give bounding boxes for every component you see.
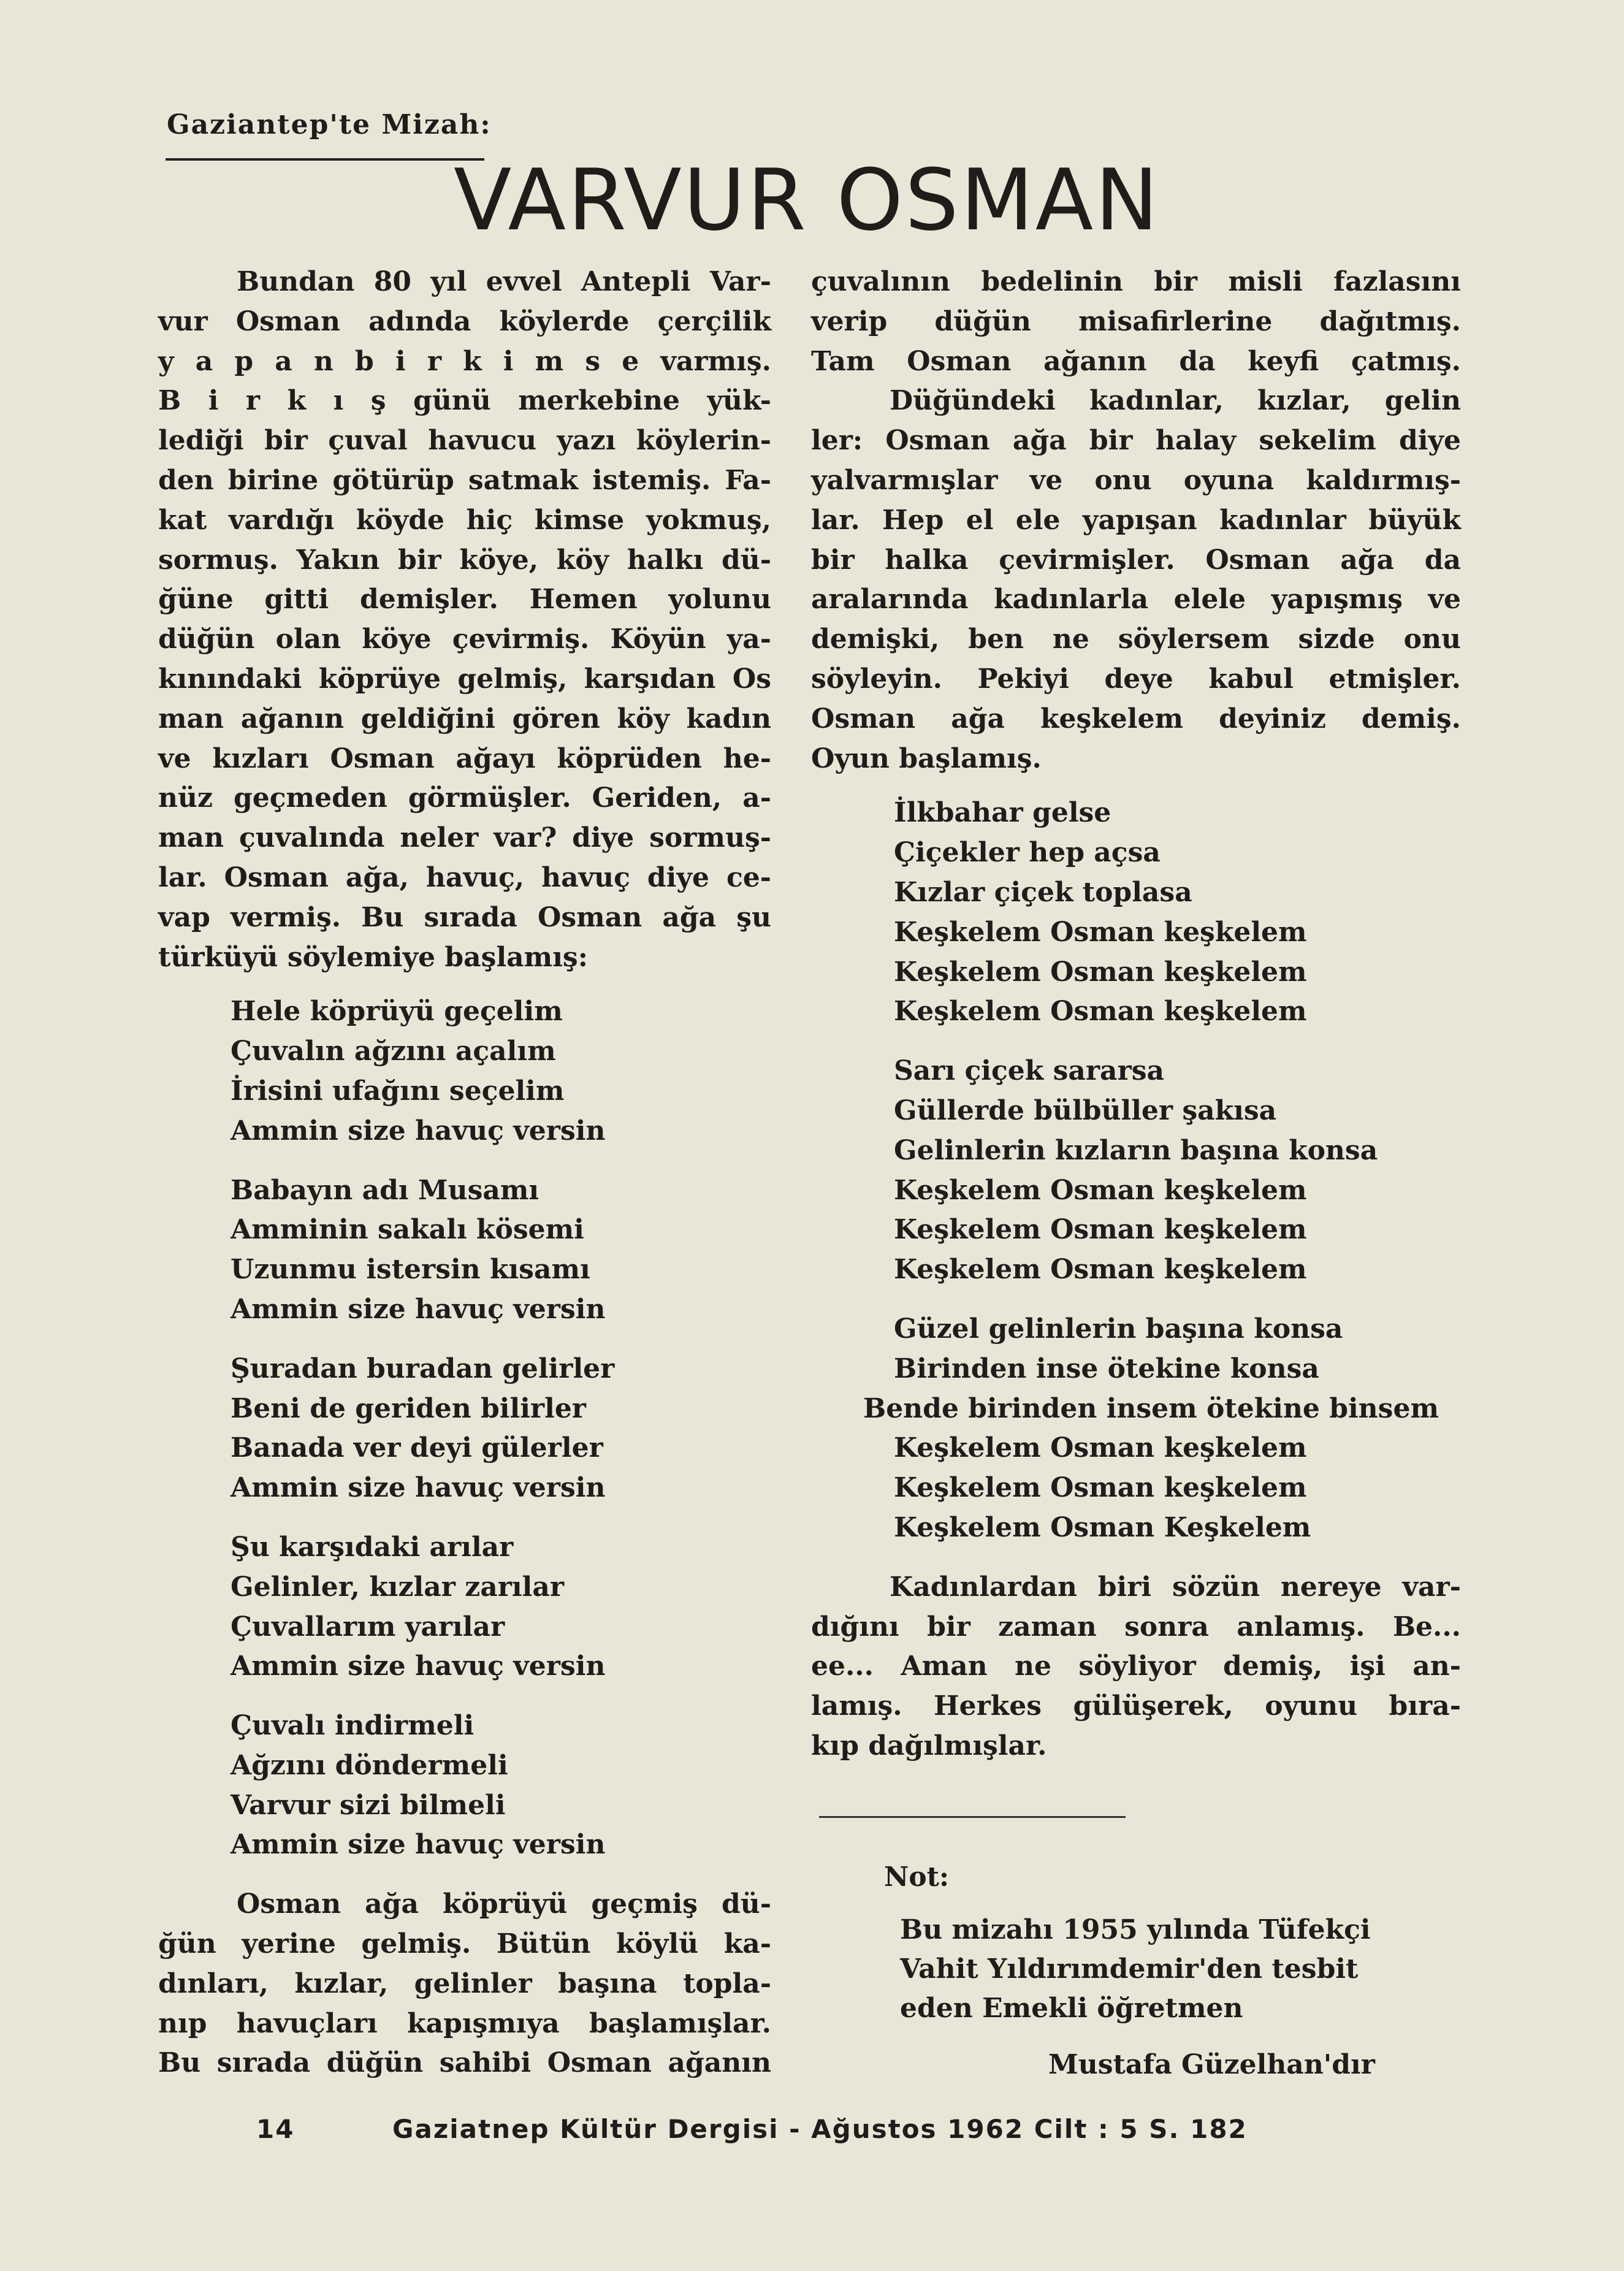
poem-line: İlkbahar gelse	[894, 797, 1111, 829]
note-line: Bu mizahı 1955 yılında Tüfekçi	[900, 1914, 1371, 1945]
poem-stanza	[894, 793, 1461, 1032]
poem-line: Beni de geriden bilirler	[231, 1392, 586, 1424]
note-line: eden Emekli öğretmen	[900, 1993, 1243, 2024]
right-poem	[811, 793, 1461, 1548]
text-line: lediği bir çuval havucu yazı köylerin-	[158, 425, 771, 457]
text-line: B i r k ı ş günü merkebine yük-	[158, 385, 771, 417]
text-line: kıp dağılmışlar.	[811, 1730, 1047, 1761]
poem-line: Keşkelem Osman keşkelem	[894, 1214, 1307, 1246]
text-line: söyleyin. Pekiyi deye kabul etmişler.	[811, 663, 1461, 695]
text-line: kınındaki köprüye gelmiş, karşıdan Os	[158, 663, 771, 695]
text-line: Oyun başlamış.	[811, 742, 1042, 774]
text-line: türküyü söylemiye başlamış:	[158, 941, 588, 973]
text-line: man çuvalında neler var? diye sormuş-	[158, 822, 771, 854]
poem-line: Şuradan buradan gelirler	[231, 1353, 615, 1384]
text-line: Tam Osman ağanın da keyfi çatmış.	[811, 345, 1461, 377]
text-line: nıp havuçları kapışmıya başlamışlar.	[158, 2007, 771, 2039]
text-line: düğün olan köye çevirmiş. Köyün ya-	[158, 624, 771, 655]
left-poem	[158, 992, 771, 1865]
text-line: Bu sırada düğün sahibi Osman ağanın	[158, 2047, 771, 2079]
poem-line: Keşkelem Osman Keşkelem	[894, 1511, 1311, 1543]
poem-line: Amminin sakalı kösemi	[231, 1214, 584, 1246]
note-author: Mustafa Güzelhan'dır	[1048, 2049, 1375, 2080]
left-column	[158, 262, 771, 2083]
poem-line: Varvur sizi bilmeli	[231, 1789, 506, 1821]
poem-line: Babayın adı Musamı	[231, 1174, 539, 1206]
poem-line: Ammin size havuç versin	[231, 1829, 606, 1861]
text-line: ve kızları Osman ağayı köprüden he-	[158, 742, 771, 774]
text-line: Düğündeki kadınlar, kızlar, gelin	[890, 385, 1461, 417]
text-line: nüz geçmeden görmüşler. Geriden, a-	[158, 782, 771, 814]
text-line: demişki, ben ne söylersem sizde onu	[811, 624, 1461, 655]
poem-stanza	[863, 1310, 1461, 1548]
text-line: verip düğün misafirlerine dağıtmış.	[811, 305, 1461, 337]
text-line: ğün yerine gelmiş. Bütün köylü ka-	[158, 1928, 771, 1960]
text-line: bir halka çevirmişler. Osman ağa da	[811, 544, 1461, 576]
note-line: Vahit Yıldırımdemir'den tesbit	[900, 1953, 1359, 1985]
poem-line: Çuvalın ağzını açalım	[231, 1036, 556, 1067]
text-line: lamış. Herkes gülüşerek, oyunu bıra-	[811, 1690, 1461, 1722]
right-column	[811, 262, 1461, 1766]
poem-line: Çuvalı indirmeli	[231, 1710, 475, 1742]
poem-line: Gelinlerin kızların başına konsa	[894, 1134, 1378, 1166]
poem-line: Banada ver deyi gülerler	[231, 1432, 603, 1464]
poem-line: Şu karşıdaki arılar	[231, 1531, 514, 1563]
poem-line: Uzunmu istersin kısamı	[231, 1254, 590, 1286]
poem-line: Hele köprüyü geçelim	[231, 996, 563, 1028]
note-separator	[819, 1816, 1126, 1818]
article-title: VARVUR OSMAN	[454, 151, 1161, 250]
poem-stanza	[894, 1052, 1461, 1290]
text-line: Kadınlardan biri sözün nereye var-	[890, 1571, 1461, 1603]
poem-line: Keşkelem Osman keşkelem	[894, 1472, 1307, 1504]
poem-line: İrisini ufağını seçelim	[231, 1075, 565, 1107]
poem-line: Sarı çiçek sararsa	[894, 1055, 1165, 1087]
left-intro	[158, 262, 771, 977]
text-line: aralarında kadınlarla elele yapışmış ve	[811, 584, 1461, 616]
right-outro	[811, 1568, 1461, 1766]
text-line: sormuş. Yakın bir köye, köy halkı dü-	[158, 544, 771, 576]
text-line: y a p a n b i r k i m s e varmış.	[158, 345, 771, 377]
note-body	[900, 1910, 1371, 2028]
poem-line: Gelinler, kızlar zarılar	[231, 1571, 565, 1603]
text-line: vap vermiş. Bu sırada Osman ağa şu	[158, 901, 771, 933]
poem-line: Kızlar çiçek toplasa	[894, 876, 1192, 908]
right-intro	[811, 262, 1461, 779]
text-line: ğüne gitti demişler. Hemen yolunu	[158, 584, 771, 616]
text-line: Bundan 80 yıl evvel Antepli Var-	[237, 266, 771, 297]
poem-line: Ammin size havuç versin	[231, 1651, 606, 1682]
text-line: kat vardığı köyde hiç kimse yokmuş,	[158, 504, 771, 536]
text-line: lar. Osman ağa, havuç, havuç diye ce-	[158, 861, 771, 893]
text-line: çuvalının bedelinin bir misli fazlasını	[811, 266, 1461, 297]
text-line: ler: Osman ağa bir halay sekelim diye	[811, 425, 1461, 457]
poem-line: Keşkelem Osman keşkelem	[894, 1254, 1307, 1286]
text-line: dığını bir zaman sonra anlamış. Be...	[811, 1611, 1461, 1643]
poem-line: Güzel gelinlerin başına konsa	[894, 1313, 1343, 1345]
poem-stanza	[231, 1706, 771, 1865]
note-heading: Not:	[884, 1861, 950, 1893]
text-line: ee... Aman ne söyliyor demiş, işi an-	[811, 1651, 1461, 1682]
poem-line: Birinden inse ötekine konsa	[894, 1353, 1319, 1384]
poem-line: Güllerde bülbüller şakısa	[894, 1094, 1277, 1126]
poem-line: Bende birinden insem ötekine binsem	[863, 1392, 1439, 1424]
poem-line: Ammin size havuç versin	[231, 1293, 606, 1325]
poem-line: Çuvallarım yarılar	[231, 1611, 505, 1643]
poem-stanza	[231, 1528, 771, 1687]
text-line: Osman ağa keşkelem deyiniz demiş.	[811, 703, 1461, 735]
kicker-underline	[166, 158, 484, 161]
poem-line: Keşkelem Osman keşkelem	[894, 996, 1307, 1028]
poem-stanza	[231, 1349, 771, 1508]
text-line: yalvarmışlar ve onu oyuna kaldırmış-	[811, 464, 1461, 496]
page-number: 14	[256, 2114, 295, 2144]
poem-stanza	[231, 992, 771, 1151]
poem-line: Keşkelem Osman keşkelem	[894, 956, 1307, 988]
text-line: dınları, kızlar, gelinler başına topla-	[158, 1968, 771, 1999]
text-line: vur Osman adında köylerde çerçilik	[158, 305, 771, 337]
text-line: Osman ağa köprüyü geçmiş dü-	[237, 1888, 771, 1920]
poem-line: Çiçekler hep açsa	[894, 837, 1161, 869]
journal-footer: Gaziatnep Kültür Dergisi - Ağustos 1962 Cilt : 5 S. 182	[392, 2114, 1248, 2144]
poem-line: Ammin size havuç versin	[231, 1472, 606, 1504]
section-kicker: Gaziantep'te Mizah:	[167, 109, 492, 140]
poem-stanza	[231, 1171, 771, 1330]
text-line: den birine götürüp satmak istemiş. Fa-	[158, 464, 771, 496]
poem-line: Keşkelem Osman keşkelem	[894, 916, 1307, 948]
text-line: lar. Hep el ele yapışan kadınlar büyük	[811, 504, 1461, 536]
poem-line: Keşkelem Osman keşkelem	[894, 1174, 1307, 1206]
text-line: man ağanın geldiğini gören köy kadın	[158, 703, 771, 735]
poem-line: Keşkelem Osman keşkelem	[894, 1432, 1307, 1464]
poem-line: Ammin size havuç versin	[231, 1115, 606, 1147]
poem-line: Ağzını döndermeli	[231, 1749, 508, 1781]
left-outro	[158, 1885, 771, 2083]
